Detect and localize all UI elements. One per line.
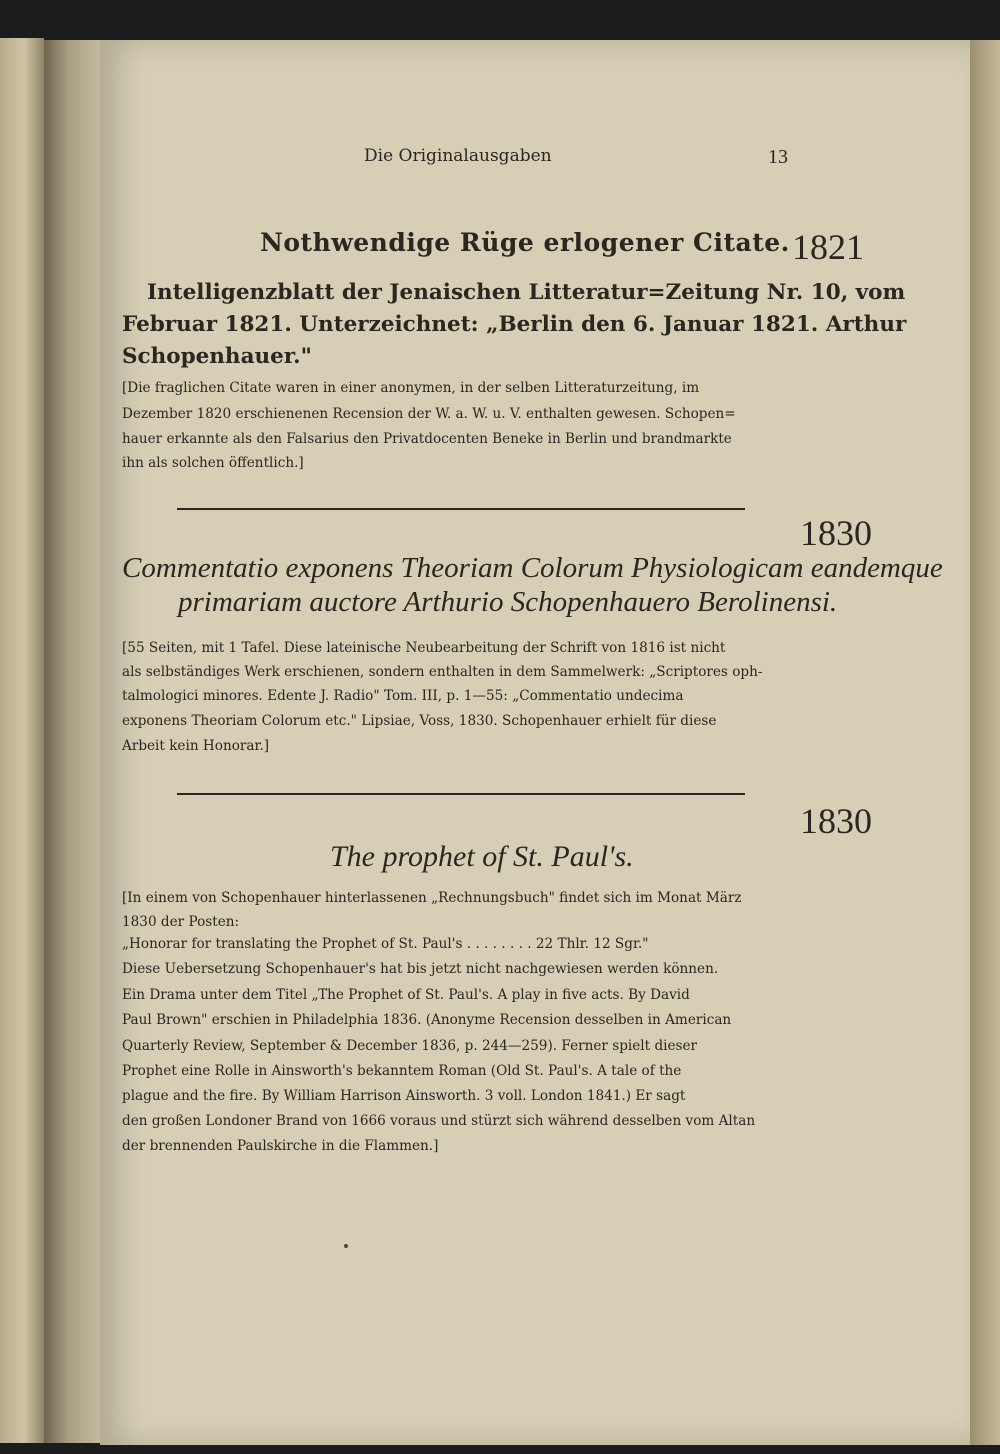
entry3-note-line: Prophet eine Rolle in Ainsworth's bekanntem Roman (Old St. Paul's. A tale of the xyxy=(122,1063,682,1079)
section-divider xyxy=(177,793,745,795)
book-gutter xyxy=(44,40,106,1443)
entry3-note-line: Ein Drama unter dem Titel „The Prophet of St. Paul's. A play in five acts. By David xyxy=(122,987,690,1003)
entry1-note-line: hauer erkannte als den Falsarius den Privatdocenten Beneke in Berlin und brandmarkte xyxy=(122,431,732,447)
entry3-note-line: der brennenden Paulskirche in die Flammen.] xyxy=(122,1138,439,1154)
entry3-note-line: Diese Uebersetzung Schopenhauer's hat bis jetzt nicht nachgewiesen werden können. xyxy=(122,961,719,977)
section-divider xyxy=(177,508,745,510)
entry2-note-line: als selbständiges Werk erschienen, sondern enthalten in dem Sammelwerk: „Scriptores oph- xyxy=(122,664,763,680)
entry3-note-line: plague and the fire. By William Harrison Ainsworth. 3 voll. London 1841.) Er sagt xyxy=(122,1088,686,1104)
entry2-title-line: primariam auctore Arthurio Schopenhauero Berolinensi. xyxy=(178,586,838,618)
entry3-title: The prophet of St. Paul's. xyxy=(330,840,634,873)
entry1-note-line: ihn als solchen öffentlich.] xyxy=(122,455,304,471)
entry3-year: 1830 xyxy=(800,801,872,841)
entry1-sub-line: Intelligenzblatt der Jenaischen Litteratur=Zeitung Nr. 10, vom xyxy=(147,280,906,305)
entry1-sub-line: Schopenhauer." xyxy=(122,344,312,369)
entry1-year: 1821 xyxy=(792,227,864,267)
entry3-note-line: den großen Londoner Brand von 1666 voraus und stürzt sich während desselben vom Altan xyxy=(122,1113,756,1129)
entry2-note-line: [55 Seiten, mit 1 Tafel. Diese lateinische Neubearbeitung der Schrift von 1816 ist nicht xyxy=(122,640,726,656)
page-number: 13 xyxy=(768,146,788,168)
entry3-note-line: 1830 der Posten: xyxy=(122,914,240,930)
entry1-title: Nothwendige Rüge erlogener Citate. xyxy=(260,228,790,257)
entry3-note-line: [In einem von Schopenhauer hinterlassenen „Rechnungsbuch" findet sich im Monat März xyxy=(122,890,742,906)
entry1-note-line: [Die fraglichen Citate waren in einer anonymen, in der selben Litteraturzeitung, im xyxy=(122,380,700,396)
paper-speck xyxy=(344,1244,348,1248)
entry2-note-line: talmologici minores. Edente J. Radio" Tom. III, p. 1—55: „Commentatio undecima xyxy=(122,688,684,704)
entry1-sub-line: Februar 1821. Unterzeichnet: „Berlin den 6. Januar 1821. Arthur xyxy=(122,312,907,337)
entry2-note-line: Arbeit kein Honorar.] xyxy=(122,738,270,754)
facing-page-edge xyxy=(0,38,44,1443)
entry3-note-line: Quarterly Review, September & December 1836, p. 244—259). Ferner spielt dieser xyxy=(122,1038,698,1054)
entry2-year: 1830 xyxy=(800,513,872,553)
entry2-title-line: Commentatio exponens Theoriam Colorum Physiologicam eandemque xyxy=(122,552,943,584)
entry2-note-line: exponens Theoriam Colorum etc." Lipsiae, Voss, 1830. Schopenhauer erhielt für diese xyxy=(122,713,717,729)
page-fore-edge xyxy=(970,40,1000,1445)
entry3-note-line: „Honorar for translating the Prophet of St. Paul's . . . . . . . . 22 Thlr. 12 Sgr." xyxy=(122,936,649,952)
running-header: Die Originalausgaben xyxy=(364,146,552,166)
entry1-note-line: Dezember 1820 erschienenen Recension der W. a. W. u. V. enthalten gewesen. Schopen= xyxy=(122,406,736,422)
entry3-note-line: Paul Brown" erschien in Philadelphia 1836. (Anonyme Recension desselben in American xyxy=(122,1012,732,1028)
